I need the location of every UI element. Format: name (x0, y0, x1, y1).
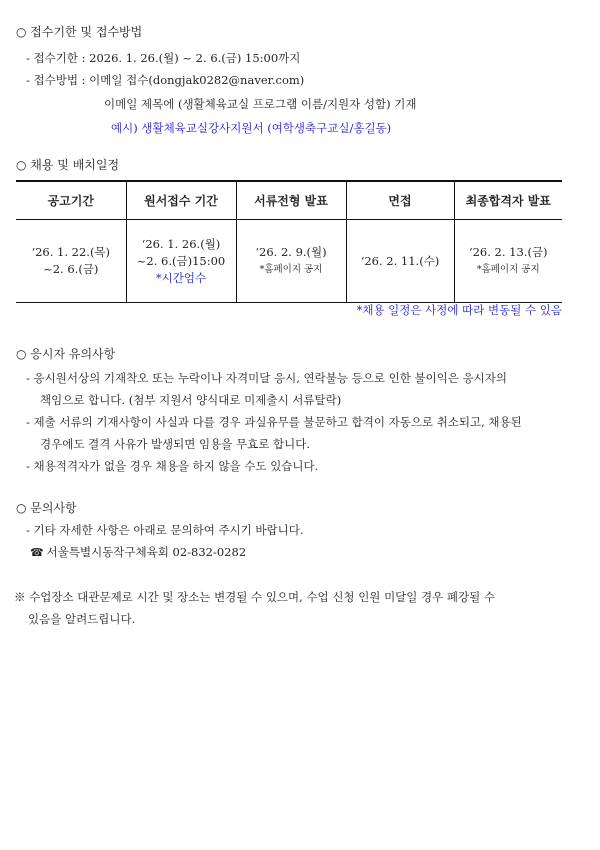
schedule-section-title: ○ 채용 및 배치일정 (16, 158, 120, 172)
caution-item2-a: - 제출 서류의 기재사항이 사실과 다를 경우 과실유무를 불문하고 합격이 자동으로 취소되고, 채용된 (26, 415, 522, 429)
header-interview: 면접 (346, 181, 454, 220)
receipt-note: *시간엄수 (155, 270, 207, 285)
caution-section-title: ○ 응시자 유의사항 (16, 347, 116, 361)
footnote-line2: 있음을 알려드립니다. (28, 612, 136, 626)
caution-item1-b: 책임으로 합니다. (첨부 지원서 양식대로 미제출시 서류탈락) (40, 393, 342, 407)
header-document-result: 서류전형 발표 (236, 181, 346, 220)
deadline-line: - 접수기한 : 2026. 1. 26.(월) ~ 2. 6.(금) 15:00까지 (26, 51, 301, 65)
caution-item1-a: - 응시원서상의 기재착오 또는 누락이나 자격미달 응시, 연락불능 등으로 인한 불이익은 응시자의 (26, 371, 507, 385)
doc-result-line1: ‘26. 2. 9.(월) (255, 245, 327, 259)
final-result-note: *홈페이지 공지 (476, 264, 540, 275)
telephone-icon: ☎ (30, 546, 44, 559)
caution-item2-b: 경우에도 결격 사유가 발생되면 임용을 무효로 합니다. (40, 437, 310, 451)
deadline-section-title: ○ 접수기한 및 접수방법 (16, 25, 143, 39)
announce-line1: ‘26. 1. 22.(목) (31, 245, 111, 259)
schedule-table (16, 180, 562, 303)
subject-rule-line: 이메일 제목에 (생활체육교실 프로그램 이름/지원자 성함) 기재 (104, 97, 417, 111)
contact-section-title: ○ 문의사항 (16, 501, 77, 515)
cell-interview (346, 220, 454, 303)
cell-receipt-period (126, 220, 236, 303)
receipt-line2: ~2. 6.(금)15:00 (136, 253, 226, 268)
table-header-row (16, 181, 562, 220)
header-receipt-period: 원서접수 기간 (126, 181, 236, 220)
announce-line2: ~2. 6.(금) (43, 262, 99, 276)
final-result-line1: ‘26. 2. 13.(금) (468, 245, 548, 259)
method-line: - 접수방법 : 이메일 접수(dongjak0282@naver.com) (26, 73, 305, 87)
header-announce-period: 공고기간 (16, 181, 126, 220)
cell-announce-period (16, 220, 126, 303)
caution-item3: - 채용적격자가 없을 경우 채용을 하지 않을 수도 있습니다. (26, 459, 319, 473)
example-line: 예시) 생활체육교실강사지원서 (여학생축구교실/홍길동) (111, 121, 392, 135)
schedule-change-note: *채용 일정은 사정에 따라 변동될 수 있음 (356, 303, 562, 317)
table-row (16, 220, 562, 303)
contact-phone: 서울특별시동작구체육회 02-832-0282 (46, 545, 247, 559)
receipt-line1: ‘26. 1. 26.(월) (141, 236, 221, 251)
header-final-result: 최종합격자 발표 (454, 181, 562, 220)
footnote-line1: ※ 수업장소 대관문제로 시간 및 장소는 변경될 수 있으며, 수업 신청 인원 미달일 경우 폐강될 수 (14, 590, 496, 604)
doc-result-note: *홈페이지 공지 (259, 264, 323, 275)
interview-line1: ‘26. 2. 11.(수) (360, 253, 440, 268)
cell-document-result (236, 220, 346, 303)
cell-final-result (454, 220, 562, 303)
contact-phone-line (30, 544, 246, 561)
contact-item: - 기타 자세한 사항은 아래로 문의하여 주시기 바랍니다. (26, 523, 304, 537)
